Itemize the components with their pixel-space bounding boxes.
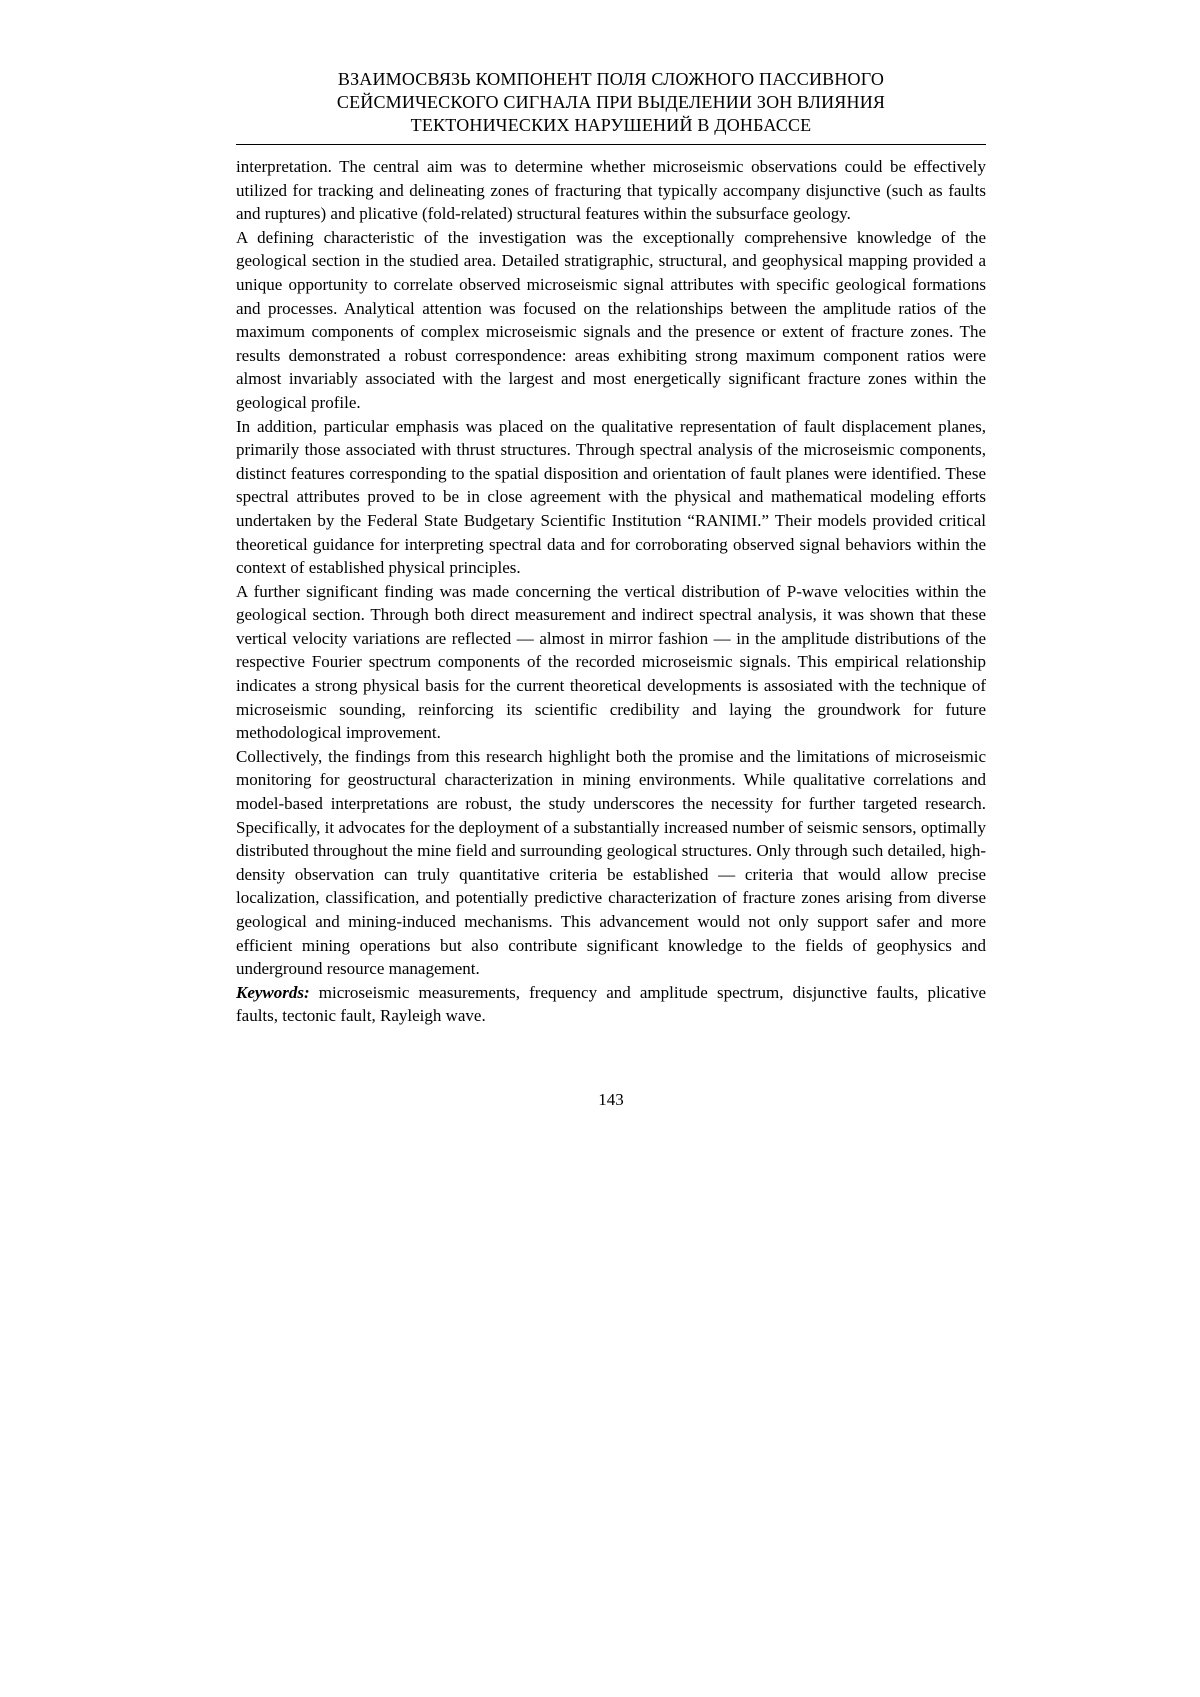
keywords-paragraph [236,981,986,1028]
paragraph: A further significant finding was made concerning the vertical distribution of P-wave velocities within the geological section. Through both direct measurement and indirect spectral analysis, it was shown that these vertical velocity variations are reflected — almost in mirror fashion — in the amplitude distributions of the respective Fourier spectrum components of the recorded microseismic signals. This empirical relationship indicates a strong physical basis for the current theoretical developments is assosiated with the technique of microseismic sounding, reinforcing its scientific credibility and laying the groundwork for future methodological improvement. [236,581,986,743]
paragraph: A defining characteristic of the investigation was the exceptionally comprehensive knowledge of the geological section in the studied area. Detailed stratigraphic, structural, and geophysical mapping provided a unique opportunity to correlate observed microseismic signal attributes with specific geological formations and processes. Analytical attention was focused on the relationships between the amplitude ratios of the maximum components of complex microseismic signals and the presence or extent of fracture zones. The results demonstrated a robust correspondence: areas exhibiting strong maximum component ratios were almost invariably associated with the largest and most energetically significant fracture zones within the geological profile. [236,227,986,412]
paragraph: interpretation. The central aim was to determine whether microseismic observations could be effectively utilized for tracking and delineating zones of fracturing that typically accompany disjunctive (such as faults and ruptures) and plicative (fold-related) structural features within the subsurface geology. [236,157,986,224]
title-line: ВЗАИМОСВЯЗЬ КОМПОНЕНТ ПОЛЯ СЛОЖНОГО ПАССИВНОГО [337,69,885,89]
header-rule [236,144,986,145]
page-content [236,68,986,1110]
title-line: СЕЙСМИЧЕСКОГО СИГНАЛА ПРИ ВЫДЕЛЕНИИ ЗОН ВЛИЯНИЯ [336,92,886,112]
title-line: ТЕКТОНИЧЕСКИХ НАРУШЕНИЙ В ДОНБАССЕ [410,115,812,135]
paper-title [236,68,986,137]
paragraph: Collectively, the findings from this research highlight both the promise and the limitations of microseismic monitoring for geostructural characterization in mining environments. While qualitative correlations and model-based interpretations are robust, the study underscores the necessity for further targeted research. Specifically, it advocates for the deployment of a substantially increased number of seismic sensors, optimally distributed throughout the mine field and surrounding geological structures. Only through such detailed, high-density observation can truly quantitative criteria be established — criteria that would allow precise localization, classification, and potentially predictive characterization of fracture zones arising from diverse geological and mining-induced mechanisms. This advancement would not only support safer and more efficient mining operations but also contribute significant knowledge to the fields of geophysics and underground resource management. [236,746,986,979]
page-number: 143 [598,1089,624,1109]
paragraph: In addition, particular emphasis was placed on the qualitative representation of fault displacement planes, primarily those associated with thrust structures. Through spectral analysis of the microseismic components, distinct features corresponding to the spatial disposition and orientation of fault planes were identified. These spectral attributes proved to be in close agreement with the physical and mathematical modeling efforts undertaken by the Federal State Budgetary Scientific Institution “RANIMI.” Their models provided critical theoretical guidance for interpreting spectral data and for corroborating observed signal behaviors within the context of established physical principles. [236,416,986,578]
keywords-label: Keywords: [236,982,310,1002]
keywords-text: microseismic measurements, frequency and amplitude spectrum, disjunctive faults, plicative faults, tectonic fault, Rayleigh wave. [236,982,986,1026]
